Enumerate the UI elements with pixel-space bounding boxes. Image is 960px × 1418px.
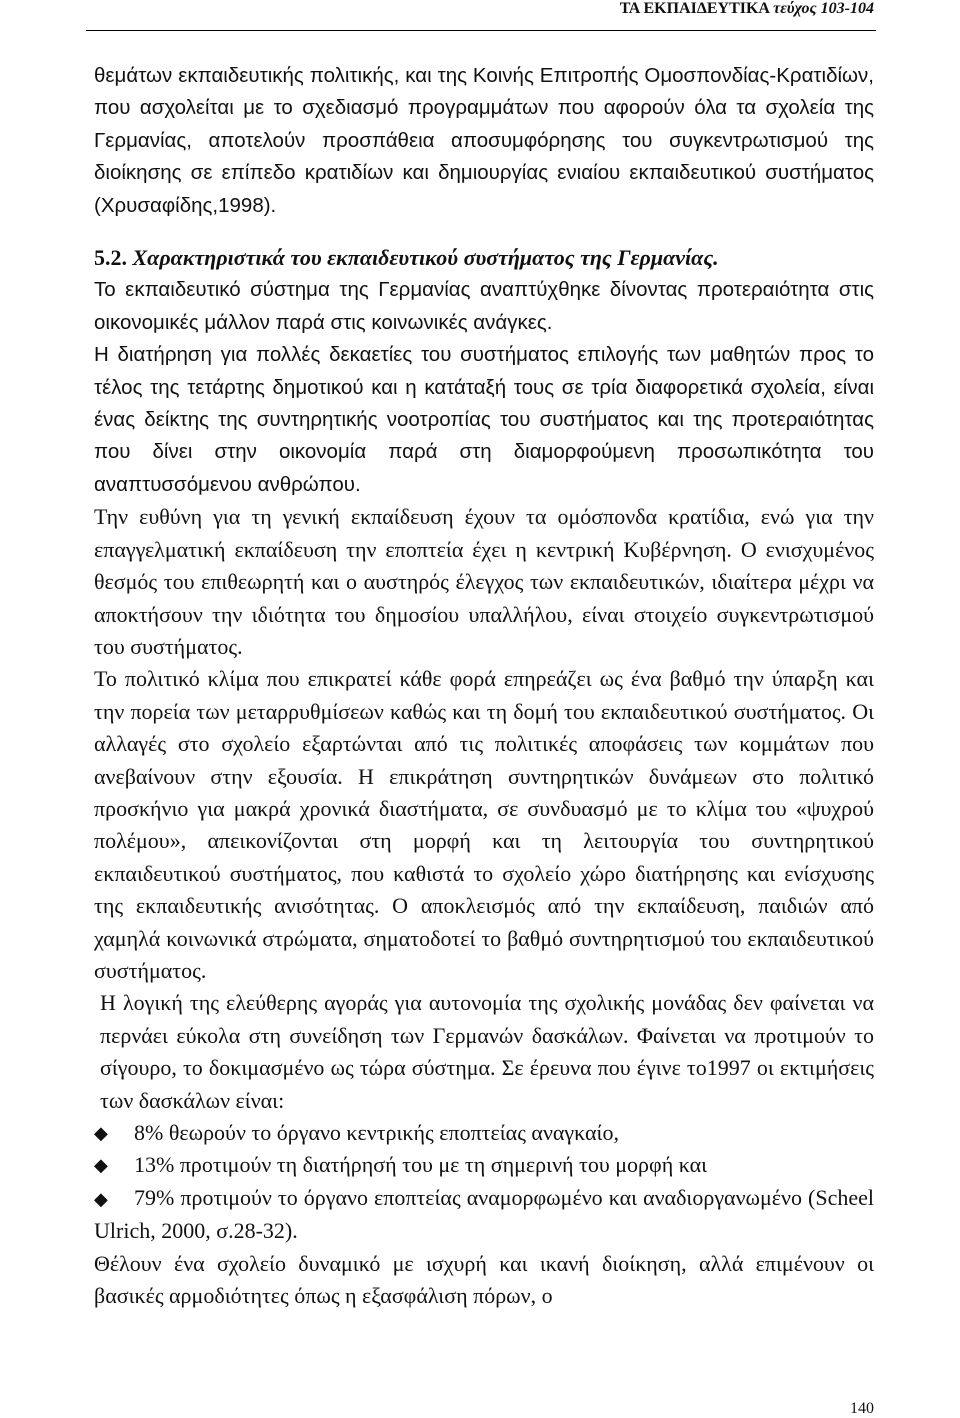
section-number: 5.2. — [94, 245, 127, 271]
paragraph-selection-system: Η διατήρηση για πολλές δεκαετίες του συστήματος επιλογής των μαθητών προς το τέλος της τετάρτης δημοτικού και η κατάταξή τους σε τρία διαφορετικά σχολεία, είναι ένας δείκτης της συντηρητικής νοοτροπίας του συστήματος και της προτεραιότητας που δίνει στην οικονομία παρά στη διαμορφούμενη προσωπικότητα του αναπτυσσόμενου ανθρώπου. — [94, 343, 874, 496]
paragraph-responsibility: Την ευθύνη για τη γενική εκπαίδευση έχουν τα ομόσπονδα κρατίδια, ενώ για την επαγγελματική εκπαίδευση την εποπτεία έχει η κεντρική Κυβέρνηση. Ο ενισχυμένος θεσμός του επιθεωρητή και ο αυστηρός έλεγχος των εκπαιδευτικών, ιδιαίτερα μέχρι να αποκτήσουν την ιδιότητα του δημοσίου υπαλλήλου, είναι στοιχείο συγκεντρωτισμού του συστήματος. — [94, 504, 874, 659]
list-item — [94, 1182, 874, 1248]
list-item-text: 79% προτιμούν το όργανο εποπτείας αναμορφωμένο και αναδιοργανωμένο (Scheel Ulrich, 2000, σ.28-32). — [94, 1184, 874, 1244]
header-divider — [86, 30, 876, 31]
journal-title: ΤΑ ΕΚΠΑΙΔΕΥΤΙΚΑ — [619, 0, 770, 17]
section-heading — [94, 242, 874, 274]
diamond-bullet-icon: ◆ — [94, 1188, 108, 1209]
closing-paragraph: Θέλουν ένα σχολείο δυναμικό με ισχυρή και ικανή διοίκηση, αλλά επιμένουν οι βασικές αρμοδιότητες όπως η εξασφάλιση πόρων, ο — [94, 1250, 874, 1309]
section-title: Χαρακτηριστικά του εκπαιδευτικού συστήματος της Γερμανίας. — [132, 245, 719, 271]
paragraph-political-climate: Το πολιτικό κλίμα που επικρατεί κάθε φορά επηρεάζει ως ένα βαθμό την ύπαρξη και την πορεία των μεταρρυθμίσεων καθώς και τη δομή του εκπαιδευτικού συστήματος. Οι αλλαγές στο σχολείο εξαρτώνται από τις πολιτικές αποφάσεις των κομμάτων που ανεβαίνουν στην εξουσία. Η επικράτηση συντηρητικών δυνάμεων στο πολιτικό προσκήνιο για μακρά χρονικά διαστήματα, σε συνδυασμό με το κλίμα του «ψυχρού πολέμου», απεικονίζονται στη μορφή και τη λειτουργία του συντηρητικού εκπαιδευτικού συστήματος, που καθιστά το σχολείο χώρο διατήρησης και ενίσχυσης της εκπαιδευτικής ανισότητας. Ο αποκλεισμός από την εκπαίδευση, παιδιών από χαμηλά κοινωνικά στρώματα, σηματοδοτεί το βαθμό συντηρητισμού του εκπαιδευτικού συστήματος. — [94, 666, 874, 983]
paragraph-free-market: Η λογική της ελεύθερης αγοράς για αυτονομία της σχολικής μονάδας δεν φαίνεται να περνάει εύκολα στη συνείδηση των Γερμανών δασκάλων. Φαίνεται να προτιμούν το σίγουρο, το δοκιμασμένο ως τώρα σύστημα. Σε έρευνα που έγινε το1997 οι εκτιμήσεις των δασκάλων είναι: — [100, 990, 874, 1113]
list-item-text: 8% θεωρούν το όργανο κεντρικής εποπτείας αναγκαίο, — [134, 1120, 619, 1145]
page-number: 140 — [850, 1400, 874, 1417]
list-item-text: 13% προτιμούν τη διατήρησή του με τη σημερινή του μορφή και — [134, 1152, 708, 1178]
diamond-bullet-icon: ◆ — [94, 1123, 108, 1143]
intro-paragraph: θεμάτων εκπαιδευτικής πολιτικής, και της Κοινής Επιτροπής Ομοσπονδίας-Κρατιδίων, που ασχολείται με το σχεδιασμό προγραμμάτων που αφορούν όλα τα σχολεία της Γερμανίας, αποτελούν προσπάθεια αποσυμφόρησης του συγκεντρωτισμού της διοίκησης σε επίπεδο κρατιδίων και δημιουργίας ενιαίου εκπαιδευτικού συστήματος (Χρυσαφίδης,1998). — [94, 64, 874, 217]
page-body — [94, 60, 874, 1312]
issue-number: τεύχος 103-104 — [773, 0, 874, 17]
running-header — [620, 0, 874, 18]
paragraph-economic-priority: Το εκπαιδευτικό σύστημα της Γερμανίας αναπτύχθηκε δίνοντας προτεραιότητα στις οικονομικές μάλλον παρά στις κοινωνικές ανάγκες. — [94, 278, 874, 334]
list-item — [94, 1117, 874, 1149]
list-item — [94, 1149, 874, 1181]
survey-results-list — [94, 1117, 874, 1248]
diamond-bullet-icon: ◆ — [94, 1155, 108, 1176]
